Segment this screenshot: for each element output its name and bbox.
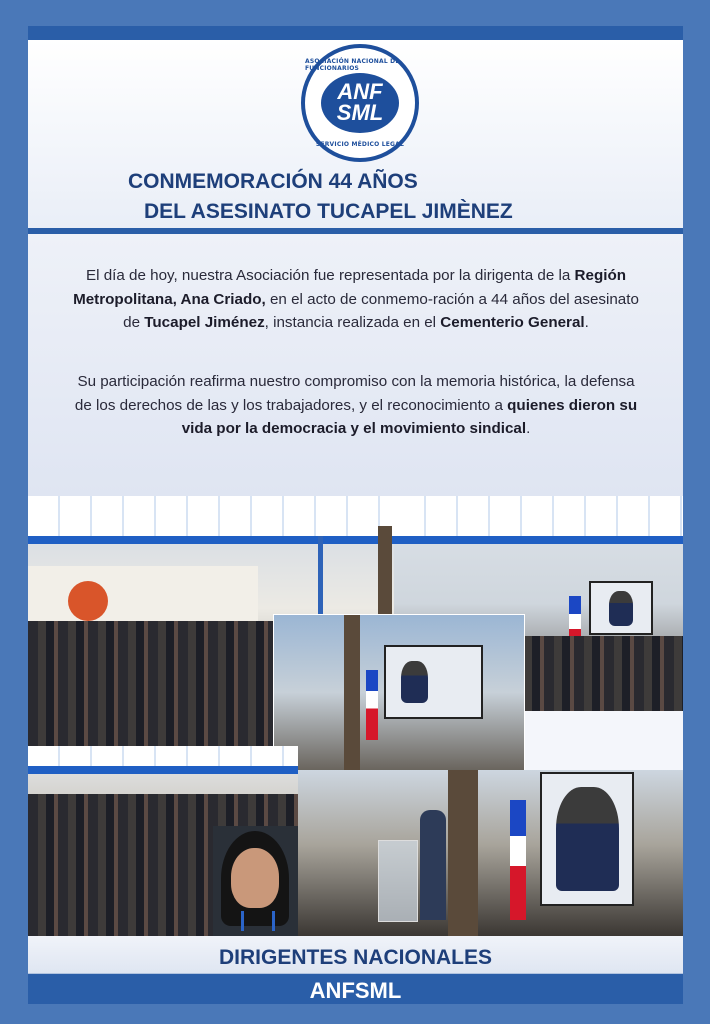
awning (28, 496, 394, 544)
lanyard (241, 911, 275, 931)
stage-screen (384, 645, 483, 719)
logo-emblem (321, 73, 399, 133)
p1-text-1: El día de hoy, nuestra Asociación fue representada por la dirigenta de la (85, 267, 575, 284)
p1-text-4: . (584, 314, 589, 331)
awning (394, 496, 683, 544)
p1-bold-1: Región Metropolitana, Ana Criado, (73, 267, 627, 308)
top-stripe (28, 26, 683, 40)
header (28, 40, 683, 230)
footer (28, 936, 683, 1004)
p1-text-2: en el acto de conmemo-ración a 44 años del asesinato de (123, 290, 639, 331)
photo-speaker-podium (298, 770, 683, 936)
title-line1: CONMEMORACIÓN 44 AÑOS (128, 170, 418, 193)
portrait-on-screen (556, 787, 619, 891)
p2-text-1: Su participación reafirma nuestro compromiso con la memoria histórica, la defensa de los derechos de las y los trabajadores, y el reconocimiento a (74, 373, 635, 414)
p1-bold-3: Cementerio General (440, 314, 585, 331)
flower-wreath (68, 581, 108, 621)
paragraph-2 (68, 370, 644, 441)
photo-selfie (213, 826, 298, 936)
anfsml-logo (301, 44, 419, 162)
title-line2: DEL ASESINATO TUCAPEL JIMÈNEZ (144, 200, 513, 223)
footer-line2: ANFSML (309, 978, 402, 1003)
chile-flag (510, 800, 526, 920)
face (231, 848, 279, 908)
poster (28, 26, 683, 1004)
p2-bold-1: quienes dieron su vida por la democracia y el movimiento sindical (181, 396, 638, 437)
logo-line2: SML (336, 100, 384, 125)
body-text (28, 234, 683, 496)
footer-line1: DIRIGENTES NACIONALES (218, 946, 493, 969)
tree-trunk (448, 770, 478, 936)
p2-text-2: . (526, 420, 531, 437)
stage-screen (589, 581, 653, 635)
speaker (420, 810, 446, 920)
photo-stage-center (273, 614, 525, 771)
tree-trunk (344, 615, 360, 770)
stage-screen (540, 772, 634, 906)
portrait-on-screen (609, 591, 633, 626)
chile-flag (366, 670, 378, 740)
logo-arc-bottom: SERVICIO MÉDICO LEGAL (315, 141, 405, 148)
logo-arc-top: ASOCIACIÓN NACIONAL DE FUNCIONARIOS (305, 58, 400, 72)
portrait-on-screen (401, 661, 428, 703)
p1-text-3: , instancia realizada en el (264, 314, 441, 331)
p1-bold-2: Tucapel Jiménez (144, 314, 265, 331)
awning (28, 746, 298, 774)
photo-collage (28, 496, 683, 936)
paragraph-1 (68, 264, 644, 335)
podium (378, 840, 418, 922)
logo-line1: ANF (337, 79, 383, 105)
